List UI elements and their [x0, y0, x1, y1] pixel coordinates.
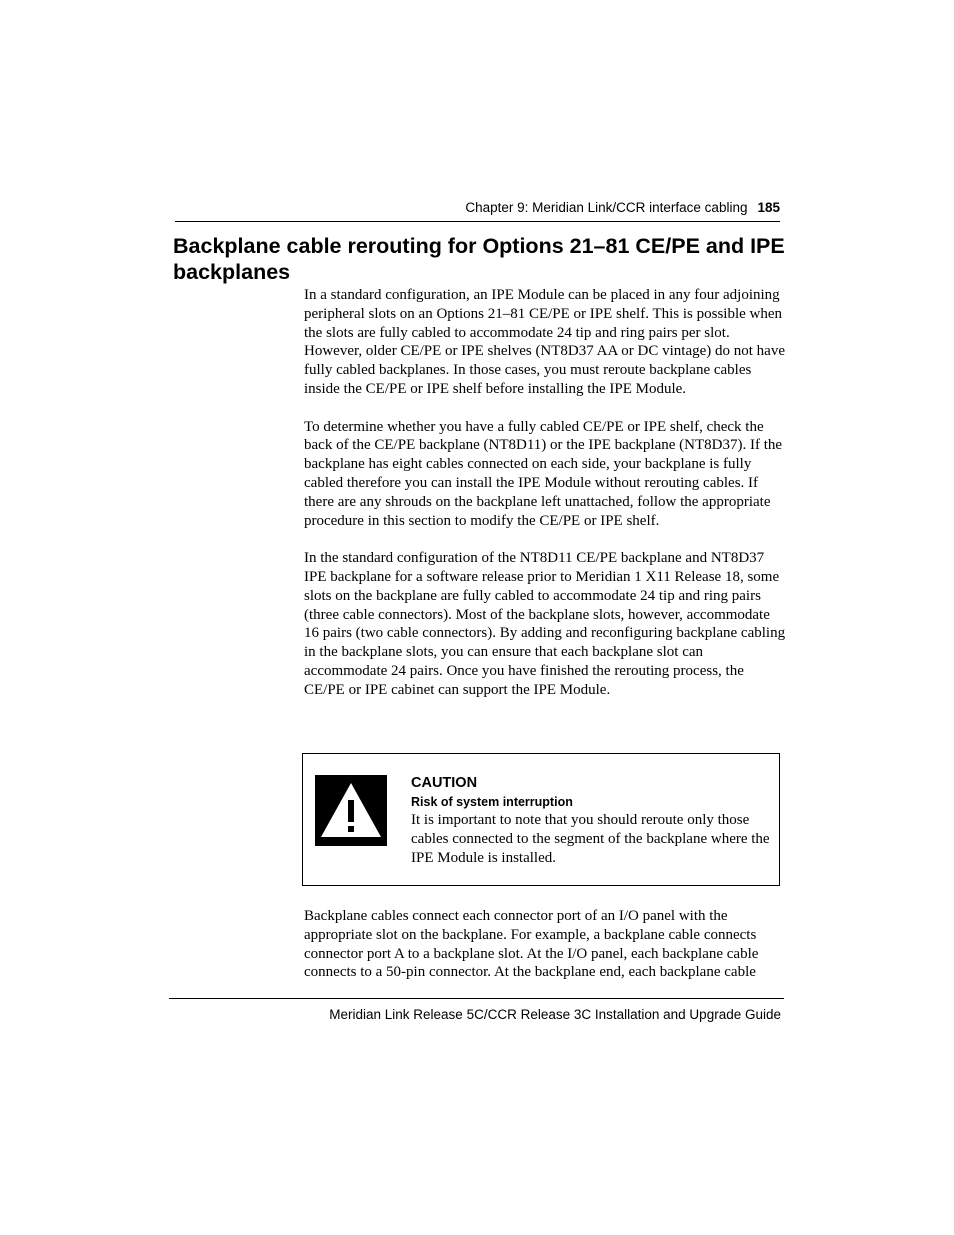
caution-content	[411, 773, 771, 867]
footer-title: Meridian Link Release 5C/CCR Release 3C Installation and Upgrade Guide	[329, 1007, 781, 1022]
caution-label: CAUTION	[411, 775, 478, 791]
section-title: Backplane cable rerouting for Options 21–81 CE/PE and IPE backplanes	[173, 234, 785, 284]
header-rule	[175, 221, 780, 222]
caution-subtitle: Risk of system interruption	[411, 795, 573, 809]
paragraph: To determine whether you have a fully cabled CE/PE or IPE shelf, check the back of the CE/PE backplane (NT8D11) or the IPE backplane (NT8D37). If the backplane has eight cables connected on each side, your backplane is fully cabled therefore you can install the IPE Module without rerouting cables. If there are any shrouds on the backplane left unattached, follow the appropriate procedure in this section to modify the CE/PE or IPE shelf.	[304, 418, 783, 529]
paragraph: In a standard configuration, an IPE Module can be placed in any four adjoining peripheral slots on an Options 21–81 CE/PE or IPE shelf. This is possible when the slots are fully cabled to accommodate 24 tip and ring pairs per slot. However, older CE/PE or IPE shelves (NT8D37 AA or DC vintage) do not have fully cabled backplanes. In those cases, you must reroute backplane cables inside the CE/PE or IPE shelf before installing the IPE Module.	[304, 287, 785, 397]
paragraph: Backplane cables connect each connector port of an I/O panel with the appropriate slot on the backplane. For example, a backplane cable connects connector port A to a backplane slot. At the I/O panel, each backplane cable connects to a 50-pin connector. At the backplane end, each backplane cable	[304, 908, 759, 981]
chapter-title: Chapter 9: Meridian Link/CCR interface cabling	[465, 200, 748, 215]
page-number: 185	[757, 200, 780, 215]
paragraph: In the standard configuration of the NT8D11 CE/PE backplane and NT8D37 IPE backplane for a software release prior to Meridian 1 X11 Release 18, some slots on the backplane are fully cabled to accommodate 24 tip and ring pairs (three cable connectors). Most of the backplane slots, however, accommodate 16 pairs (two cable connectors). By adding and reconfiguring backplane cabling in the backplane slots, you can ensure that each backplane slot can accommodate 24 pairs. Once you have finished the rerouting process, the CE/PE or IPE cabinet can support the IPE Module.	[304, 550, 786, 698]
caution-text: It is important to note that you should reroute only those cables connected to the segment of the backplane where the IPE Module is installed.	[411, 812, 770, 866]
running-header	[465, 200, 780, 215]
footer-rule	[169, 998, 784, 999]
body-text	[304, 286, 786, 718]
caution-box	[302, 753, 780, 886]
warning-exclamation-icon	[315, 775, 387, 846]
